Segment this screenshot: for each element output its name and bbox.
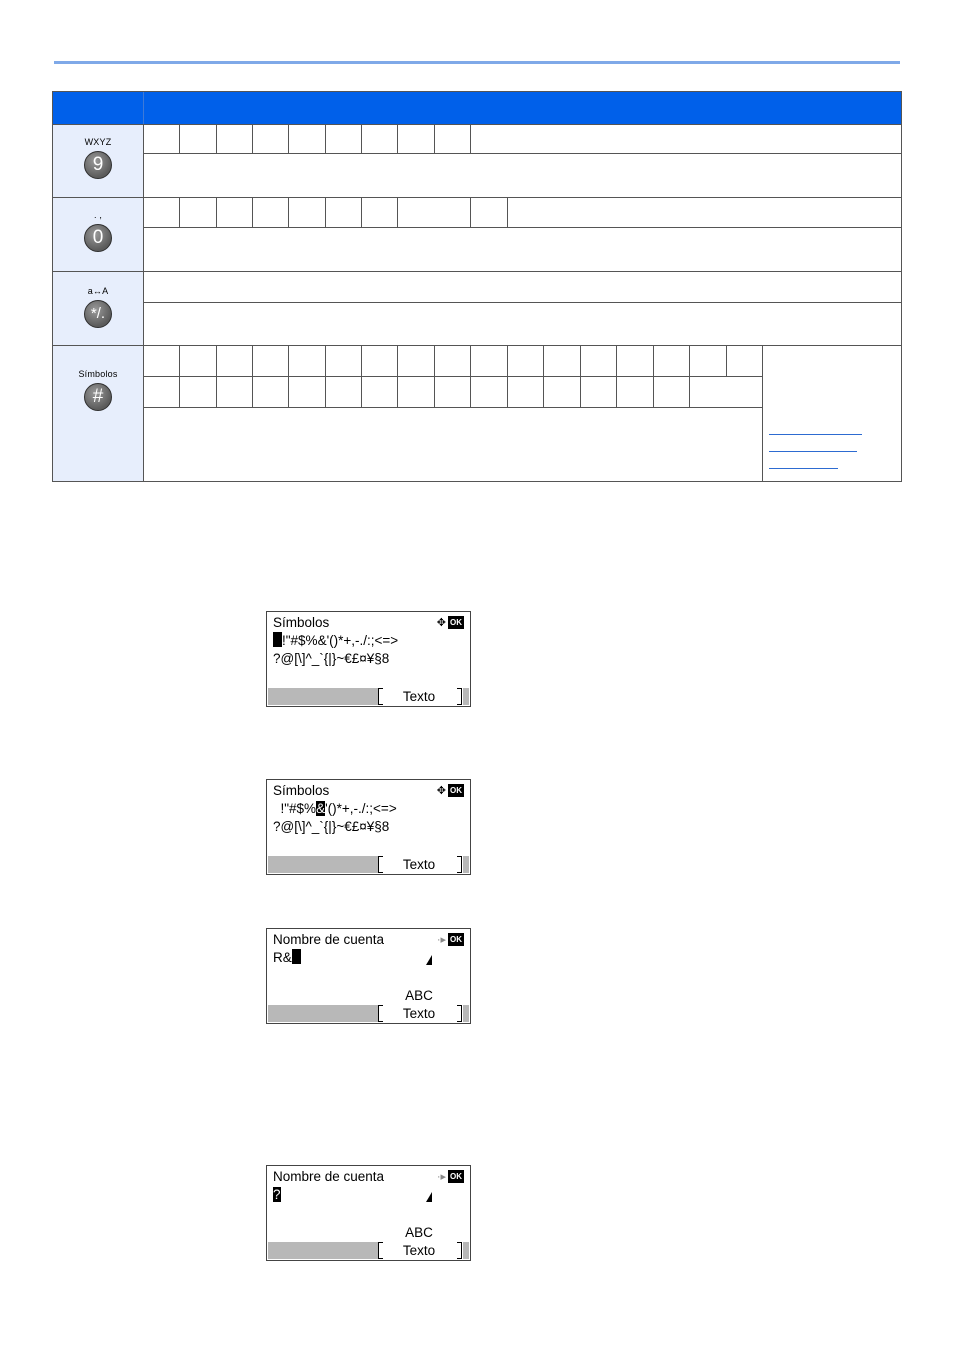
entry-field[interactable] — [273, 1186, 281, 1204]
symbol-chars: !"#$% — [273, 801, 317, 816]
row-divider — [144, 407, 762, 408]
cell-divider — [543, 346, 544, 407]
cell-divider — [507, 198, 508, 227]
row-divider — [144, 302, 901, 303]
softkey-bar-left — [268, 1242, 378, 1259]
softkey-texto[interactable]: Texto — [402, 1243, 436, 1258]
table-header-row — [53, 92, 901, 125]
cell-divider — [325, 346, 326, 407]
cell-divider — [288, 125, 289, 153]
softkey-bar-right — [463, 688, 469, 705]
cell-divider — [397, 346, 398, 407]
softkey-bar-left — [268, 856, 378, 873]
key-0-button: 0 — [84, 224, 112, 252]
note-column-divider — [762, 346, 763, 481]
softkey-bracket-right — [457, 1005, 462, 1022]
ok-icon: OK — [450, 935, 462, 944]
left-right-arrow-icon: ·▸ — [436, 1171, 446, 1183]
screen-title: Símbolos — [273, 615, 330, 630]
softkey-texto[interactable]: Texto — [402, 689, 436, 704]
reference-link[interactable] — [769, 451, 857, 452]
softkey-texto[interactable]: Texto — [402, 1006, 436, 1021]
screen-title: Nombre de cuenta — [273, 1169, 385, 1184]
key-9 — [53, 137, 143, 179]
symbol-line-1[interactable] — [273, 800, 397, 818]
cell-divider — [288, 346, 289, 407]
table-header-divider — [143, 92, 144, 124]
reference-link[interactable] — [769, 468, 838, 469]
cell-divider — [653, 346, 654, 407]
selected-symbol[interactable]: & — [316, 801, 326, 816]
input-mode: ABC — [405, 988, 433, 1003]
lcd-screen-account-name-1 — [266, 928, 471, 1024]
cell-divider — [434, 346, 435, 407]
ok-icon: OK — [450, 786, 462, 795]
cell-divider — [434, 125, 435, 153]
softkey-bar-right — [463, 1005, 469, 1022]
softkey-bar-left — [268, 688, 378, 705]
cell-divider — [580, 346, 581, 407]
symbol-line-2[interactable]: ?@[\]^_`{|}~€£¤¥§8 — [273, 651, 390, 666]
cell-divider — [470, 125, 471, 153]
symbol-chars: !"#$%&'()*+,-./:;<=> — [282, 633, 399, 648]
entry-text: R& — [273, 950, 292, 965]
key-hash — [53, 369, 143, 411]
ok-icon: OK — [450, 1172, 462, 1181]
cell-divider — [252, 198, 253, 227]
entry-field[interactable] — [273, 949, 301, 967]
cell-divider — [470, 198, 471, 227]
lcd-screen-account-name-2 — [266, 1165, 471, 1261]
key-9-button: 9 — [84, 151, 112, 179]
key-star-letters: a↔A — [87, 286, 109, 296]
cell-divider — [252, 125, 253, 153]
entry-cursor-char: ? — [273, 1187, 281, 1202]
softkey-bracket-right — [457, 856, 462, 873]
signal-icon — [426, 955, 432, 965]
lcd-screen-symbols-2 — [266, 779, 471, 875]
cell-divider — [325, 125, 326, 153]
input-mode: ABC — [405, 1225, 433, 1240]
key-9-letters: WXYZ — [84, 137, 112, 147]
cell-divider — [361, 198, 362, 227]
cell-divider — [361, 125, 362, 153]
softkey-bar-right — [463, 1242, 469, 1259]
row-divider — [53, 345, 901, 346]
cell-divider — [216, 346, 217, 407]
row-divider — [53, 197, 901, 198]
key-0 — [53, 210, 143, 252]
cell-divider — [507, 346, 508, 407]
softkey-bracket-right — [457, 1242, 462, 1259]
cell-divider — [361, 346, 362, 407]
cell-divider — [616, 346, 617, 407]
ok-icon: OK — [450, 618, 462, 627]
cell-divider — [689, 346, 690, 407]
four-way-arrow-icon: ✥ — [436, 617, 446, 629]
cursor — [273, 632, 282, 647]
softkey-bar-left — [268, 1005, 378, 1022]
symbol-chars: '()*+,-./:;<=> — [325, 801, 397, 816]
symbol-line-1[interactable] — [273, 632, 398, 650]
cell-divider — [397, 198, 398, 227]
symbol-line-2[interactable]: ?@[\]^_`{|}~€£¤¥§8 — [273, 819, 390, 834]
cell-divider — [726, 346, 727, 376]
key-star-button: */. — [84, 300, 112, 328]
screen-title: Nombre de cuenta — [273, 932, 385, 947]
left-right-arrow-icon: ·▸ — [436, 934, 446, 946]
key-0-letters: . , — [93, 210, 103, 220]
row-divider — [53, 271, 901, 272]
screen-title: Símbolos — [273, 783, 330, 798]
row-divider — [144, 227, 901, 228]
softkey-bar-right — [463, 856, 469, 873]
cell-divider — [216, 125, 217, 153]
cell-divider — [216, 198, 217, 227]
cell-divider — [397, 125, 398, 153]
cell-divider — [325, 198, 326, 227]
cell-divider — [470, 346, 471, 407]
cursor — [292, 949, 301, 964]
cell-divider — [288, 198, 289, 227]
four-way-arrow-icon: ✥ — [436, 785, 446, 797]
reference-link[interactable] — [769, 434, 862, 435]
header-rule — [54, 61, 900, 64]
lcd-screen-symbols-1 — [266, 611, 471, 707]
key-character-table — [52, 91, 902, 482]
cell-divider — [179, 198, 180, 227]
softkey-bracket-right — [457, 688, 462, 705]
softkey-texto[interactable]: Texto — [402, 857, 436, 872]
key-hash-button: # — [84, 383, 112, 411]
cell-divider — [252, 346, 253, 407]
cell-divider — [179, 125, 180, 153]
row-divider — [144, 376, 762, 377]
row-divider — [144, 153, 901, 154]
cell-divider — [179, 346, 180, 407]
key-star — [53, 286, 143, 328]
signal-icon — [426, 1192, 432, 1202]
key-hash-letters: Símbolos — [78, 369, 118, 379]
